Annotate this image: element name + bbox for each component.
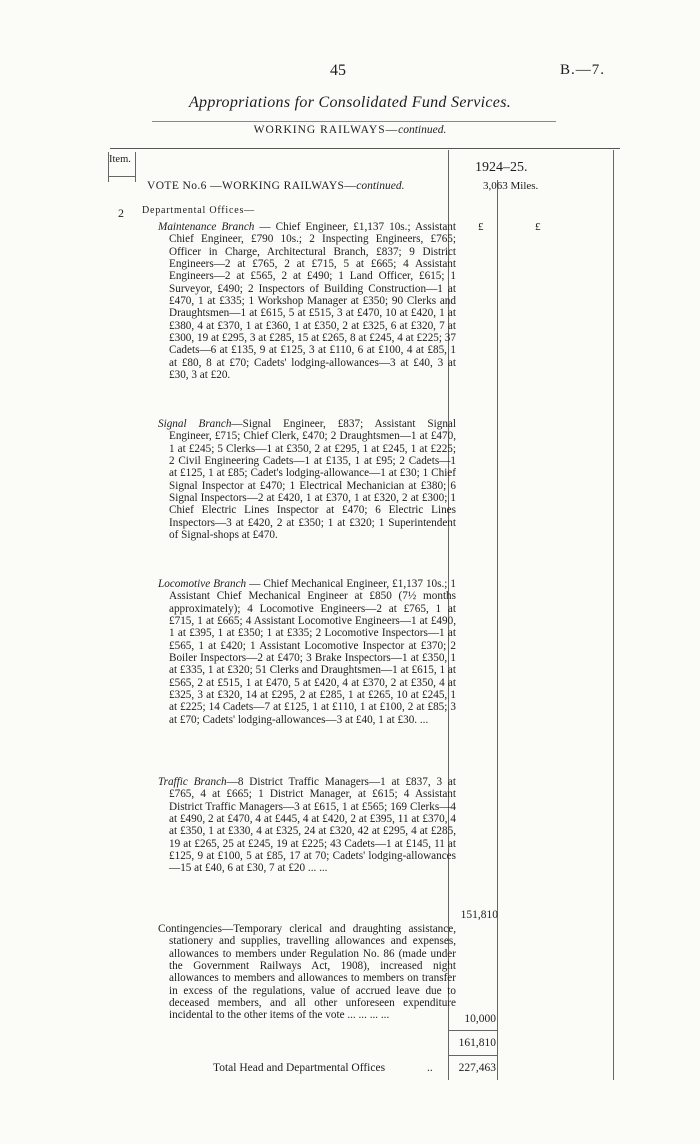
- miles-column-header: 3,063 Miles.: [483, 180, 539, 192]
- subtitle-continued: continued.: [398, 124, 447, 136]
- amount-contingencies: 10,000: [464, 1013, 496, 1025]
- total-rule: [449, 1055, 497, 1056]
- vote-title: VOTE No.6 —WORKING RAILWAYS—: [147, 180, 357, 192]
- item-column-right-rule: [135, 152, 136, 182]
- pound-symbol-col2: £: [535, 221, 541, 233]
- branch-text: — Chief Engineer, £1,137 10s.; Assistant Chief Engineer, £790 10s.; 2 Inspecting Engineers, £765; Officer in Charge, Architectural Branch, £837; 9 District Engineers—2 at £765, 2 at £715, 5 at £665; 4 Assistant Engineers—2 at £565, 2 at £490; 1 Land Officer, £615; 1 Surveyor, £490; 2 Inspectors of Building Construction—1 at £470, 1 at £335; 1 Workshop Manager at £350; 90 Clerks and Draughtsmen—1 at £615, 5 at £515, 3 at £470, 10 at £420, 1 at £380, 4 at £370, 1 at £360, 1 at £350, 2 at £325, 6 at £320, 7 at £300, 19 at £295, 3 at £285, 15 at £265, 8 at £245, 4 at £225; 37 Cadets—6 at £135, 9 at £125, 3 at £110, 6 at £100, 4 at £85, 1 at £80, 8 at £70; Cadets' lodging-allowances—3 at £40, 3 at £30, 3 at £20.: [169, 221, 456, 382]
- contingencies-entry: [158, 923, 456, 1022]
- branch-text: — Chief Mechanical Engineer, £1,137 10s.; 1 Assistant Chief Mechanical Engineer at £850 (7½ months approximately); 4 Locomotive Engineers—2 at £765, 1 at £715, 1 at £665; 4 Assistant Locomotive Engineers—1 at £490, 1 at £395, 1 at £350; 1 at £335; 2 Locomotive Inspectors—1 at £565, 1 at £420; 1 Assistant Locomotive Inspector at £370; 2 Boiler Inspectors—2 at £470; 3 Brake Inspectors—1 at £350, 1 at £335, 1 at £320; 51 Clerks and Draughtsmen—1 at £615, 1 at £565, 2 at £515, 1 at £470, 5 at £420, 4 at £370, 2 at £350, 4 at £325, 3 at £320, 14 at £295, 2 at £285, 1 at £265, 10 at £245, 1 at £225; 14 Cadets—7 at £125, 1 at £110, 1 at £100, 2 at £85; 3 at £70; Cadets' lodging-allowances—3 at £40, 1 at £30. ...: [169, 578, 456, 726]
- amount-subtotal: 161,810: [458, 1037, 496, 1049]
- subtotal-rule: [449, 1030, 497, 1031]
- vote-heading: [147, 180, 404, 192]
- branch-text: —8 District Traffic Managers—1 at £837, 3 at £765, 4 at £665; 1 District Manager, at £615; 4 Assistant District Traffic Managers—3 at £615, 1 at £565; 169 Clerks—4 at £490, 2 at £470, 4 at £445, 4 at £420, 2 at £395, 11 at £370, 4 at £350, 1 at £330, 4 at £325, 24 at £320, 42 at £295, 4 at £285, 19 at £265, 25 at £245, 19 at £225; 43 Cadets—1 at £145, 11 at £125, 9 at £100, 5 at £85, 17 at 70; Cadets' lodging-allowances—15 at £40, 6 at £30, 7 at £20 ... ...: [169, 776, 456, 875]
- amount-column-mid-rule: [497, 180, 498, 1080]
- pound-symbol-col1: £: [478, 221, 484, 233]
- title-rule: [152, 121, 556, 122]
- subtitle-main: WORKING RAILWAYS—: [253, 124, 399, 136]
- page-title: Appropriations for Consolidated Fund Services.: [188, 94, 512, 111]
- locomotive-branch-entry: [158, 578, 456, 726]
- section-heading: Departmental Offices—: [142, 205, 255, 216]
- traffic-branch-entry: [158, 776, 456, 875]
- amount-column-right-rule: [613, 150, 614, 1080]
- vote-continued: continued.: [356, 180, 405, 192]
- branch-name: Locomotive Branch: [158, 578, 247, 590]
- maintenance-branch-entry: [158, 221, 456, 381]
- contingencies-text: Contingencies—Temporary clerical and draughting assistance, stationery and supplies, travelling allowances and expenses, allowances to members under Regulation No. 86 (made under the Government Railways Act, 1908), increased night allowances to members and allowances to members on transfer in excess of the regulations, value of accrued leave due to deceased members, and all other unforeseen expenditure incidental to the other items of the vote ... ... ... ...: [158, 923, 456, 1022]
- year-column-header: 1924–25.: [475, 160, 528, 175]
- header-rule: [110, 148, 620, 149]
- amount-total: 227,463: [458, 1062, 496, 1074]
- page-subtitle: [0, 124, 700, 136]
- signal-branch-entry: [158, 418, 456, 541]
- total-leader-dots: ..: [427, 1062, 433, 1074]
- item-column-header: Item.: [109, 154, 131, 165]
- total-label: Total Head and Departmental Offices: [213, 1062, 386, 1074]
- amount-salaries: 151,810: [460, 909, 498, 921]
- branch-name: Signal Branch: [158, 418, 232, 430]
- page-number: 45: [330, 62, 346, 79]
- branch-name: Maintenance Branch: [158, 221, 255, 233]
- branch-text: —Signal Engineer, £837; Assistant Signal Engineer, £715; Chief Clerk, £470; 2 Draughtsmen—1 at £470, 1 at £245; 5 Clerks—1 at £350, 2 at £295, 1 at £245, 1 at £225; 2 Civil Engineering Cadets—1 at £135, 1 at £95; 2 Cadets—1 at £125, 1 at £85; Cadet's lodging-allowance—1 at £30; 1 Chief Signal Inspector at £470; 1 Electrical Mechanician at £380; 6 Signal Inspectors—2 at £420, 1 at £370, 1 at £320, 2 at £300; 1 Chief Electric Lines Inspector at £470; 6 Electric Lines Inspectors—3 at £420, 2 at £350; 1 at £320; 1 Superintendent of Signal-shops at £470.: [169, 418, 456, 542]
- paper-reference: B.—7.: [560, 62, 606, 78]
- item-header-rule: [108, 176, 135, 177]
- item-number: 2: [118, 206, 124, 220]
- branch-name: Traffic Branch: [158, 776, 227, 788]
